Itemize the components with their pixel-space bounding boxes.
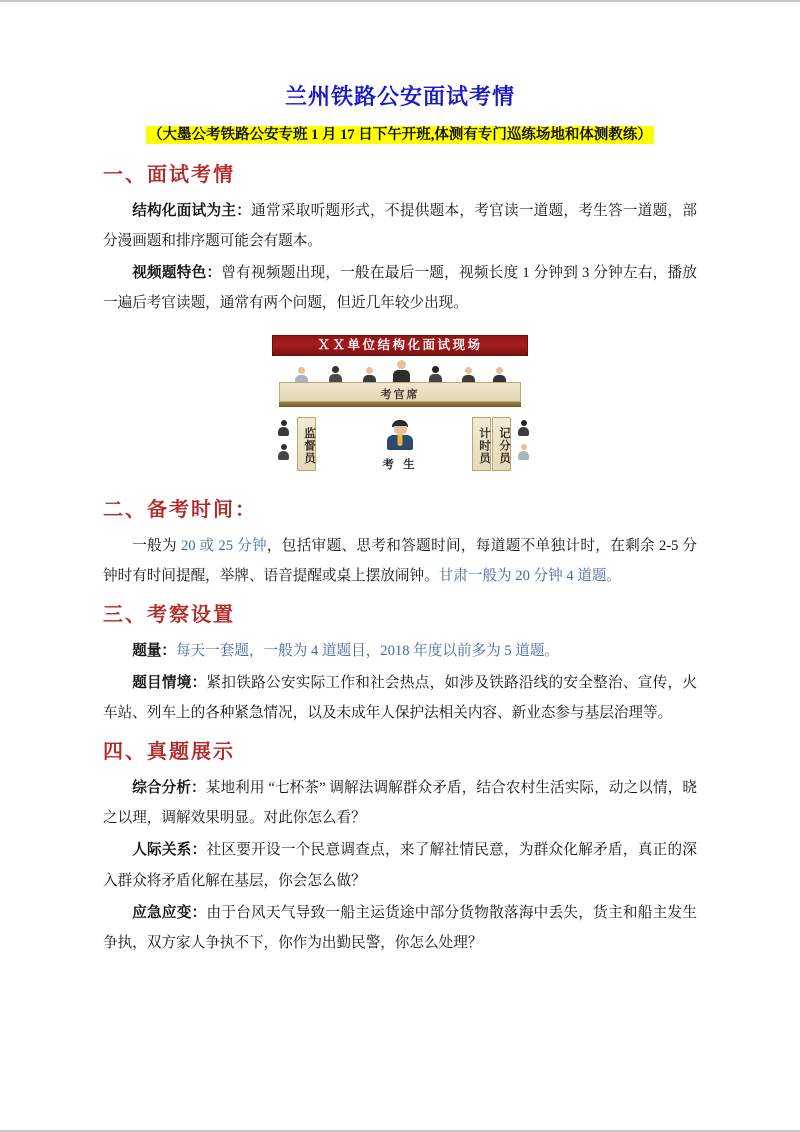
section2-p1-a: 一般为	[132, 538, 181, 555]
section1-paragraph-2	[103, 258, 697, 318]
supervisor-figure	[278, 420, 289, 436]
section4-q1-text: 某地利用 “七杯茶” 调解法调解群众矛盾，结合农村生活实际，动之以情，晓之以理，调解效果明显。对此你怎么看？	[103, 780, 697, 827]
supervisor-sign: 监督员	[297, 417, 316, 471]
section4-q2-text: 社区要开设一个民意调查点，来了解社情民意，为群众化解矛盾，真正的深入群众将矛盾化解在基层，你会怎么做？	[103, 842, 697, 889]
interview-room-figure-wrap	[103, 332, 697, 478]
section2-p1-blue-duration: 20 或 25 分钟	[180, 538, 267, 555]
section4-question-1	[103, 773, 697, 833]
candidate-label: 考 生	[382, 459, 418, 472]
section3-p2-lead: 题目情境：	[132, 675, 207, 692]
section-heading-2: 二、备考时间：	[103, 499, 257, 522]
section4-q3-text: 由于台风天气导致一船主运货途中部分货物散落海中丢失，货主和船主发生争执，双方家人争执不下，你作为出勤民警，你怎么处理？	[103, 904, 697, 951]
section4-q3-lead: 应急应变：	[132, 904, 207, 921]
examiner-head-icon	[366, 367, 373, 374]
document-content	[103, 82, 697, 960]
staff-figure	[518, 420, 529, 436]
examiner-desk	[279, 382, 521, 402]
supervisor-head-icon	[281, 420, 287, 426]
staff-body-icon	[518, 427, 529, 436]
examiner-head-icon	[298, 367, 305, 374]
staff-head-icon	[521, 420, 527, 426]
section3-paragraph-1	[103, 636, 697, 666]
section2-paragraph-1	[103, 531, 697, 591]
section1-paragraph-1	[103, 196, 697, 256]
section3-paragraph-2	[103, 668, 697, 728]
section3-p2-text: 紧扣铁路公安实际工作和社会热点，如涉及铁路沿线的安全整治、宣传，火车站、列车上的各种紧急情况，以及未成年人保护法相关内容、新业态参与基层治理等。	[103, 675, 697, 722]
section2-p1-blue-gansu: 甘肃一般为 20 分钟 4 道题。	[438, 568, 622, 585]
page-top-border	[0, 0, 800, 2]
examiner-desk-base	[279, 402, 521, 407]
chief-examiner-figure	[393, 360, 410, 384]
subtitle-highlight: （大墨公考铁路公安专班 1 月 17 日下午开班,体测有专门巡练场地和体测教练）	[148, 126, 652, 143]
examiner-desk-label: 考官席	[380, 389, 420, 402]
staff-body-icon	[518, 451, 529, 460]
timekeeper-sign: 计时员	[472, 417, 491, 471]
scorer-sign: 记分员	[492, 417, 511, 471]
section-heading-1: 一、面试考情	[103, 163, 235, 186]
section3-p1-lead: 题量：	[132, 643, 176, 660]
staff-head-icon	[521, 444, 527, 450]
section4-question-2	[103, 835, 697, 895]
section4-q1-lead: 综合分析：	[132, 780, 206, 797]
section1-p1-text: 通常采取听题形式，不提供题本，考官读一道题，考生答一道题，部分漫画题和排序题可能会有题本。	[103, 202, 697, 249]
supervisor-head-icon	[281, 444, 287, 450]
figure-banner: ＸＸ单位结构化面试现场	[272, 335, 528, 356]
staff-figure	[518, 444, 529, 460]
section3-p1-blue: 每天一套题，一般为 4 道题目，2018 年度以前多为 5 道题。	[175, 643, 560, 660]
section-heading-4: 四、真题展示	[103, 741, 235, 764]
section2-p1-b: ，包括审题、思考和答题时间，每道题不单独计时，在剩余 2-5 分钟时有时间提醒，举牌、语音提醒或桌上摆放闹钟。	[103, 538, 697, 585]
candidate-torso-icon	[387, 435, 413, 450]
examiner-head-icon	[432, 366, 439, 373]
examiner-head-icon	[496, 367, 503, 374]
section1-p2-text: 曾有视频题出现，一般在最后一题，视频长度 1 分钟到 3 分钟左右，播放一遍后考官读题，通常有两个问题，但近几年较少出现。	[103, 264, 697, 311]
subtitle-row	[103, 123, 697, 147]
section1-p1-lead: 结构化面试为主：	[132, 202, 252, 219]
interview-room-illustration	[250, 332, 550, 478]
candidate-face-icon	[394, 426, 407, 435]
document-title: 兰州铁路公安面试考情	[284, 84, 515, 109]
section4-q2-lead: 人际关系：	[132, 842, 207, 859]
supervisor-body-icon	[278, 451, 289, 460]
chief-examiner-head-icon	[397, 360, 406, 369]
section-heading-3: 三、考察设置	[103, 604, 235, 627]
supervisor-figure	[278, 444, 289, 460]
candidate-figure	[382, 420, 418, 472]
supervisor-body-icon	[278, 427, 289, 436]
section1-p2-lead: 视频题特色：	[132, 264, 222, 281]
candidate-tie-icon	[398, 435, 403, 446]
examiner-head-icon	[465, 367, 472, 374]
section4-question-3	[103, 898, 697, 958]
examiner-head-icon	[332, 366, 339, 373]
